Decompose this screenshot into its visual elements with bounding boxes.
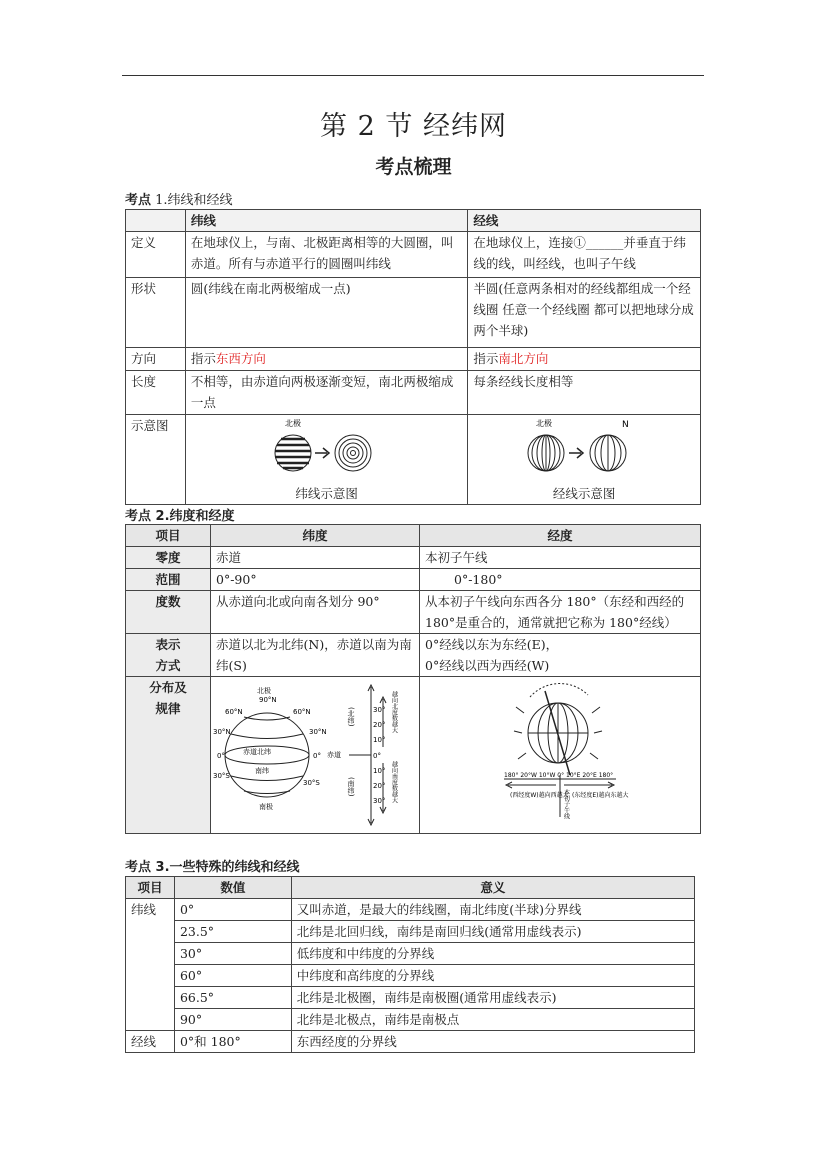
table-row: 零度 赤道 本初子午线 <box>126 547 701 569</box>
latitude-distribution-cell <box>211 677 420 834</box>
svg-text:60°N: 60°N <box>293 708 311 716</box>
col-jingxian: 经线 <box>468 210 701 232</box>
svg-text:0°: 0° <box>217 752 225 760</box>
n-label: N <box>622 420 629 430</box>
table-row: 长度 不相等，由赤道向两极逐渐变短，南北两极缩成一点 每条经线长度相等 <box>126 371 701 415</box>
diagram-caption: 纬线示意图 <box>295 486 358 501</box>
table-row: 66.5° 北纬是北极圈，南纬是南极圈(通常用虚线表示) <box>126 987 695 1009</box>
table-row: 23.5° 北纬是北回归线，南纬是南回归线(通常用虚线表示) <box>126 921 695 943</box>
svg-text:30°: 30° <box>373 797 386 805</box>
table-row: 定义 在地球仪上，与南、北极距离相等的大圆圈，叫赤道。所有与赤道平行的圆圈叫纬线 在地球仪上，连接①______并垂直于纬线的线，叫经线，也叫子午线 <box>126 232 701 278</box>
svg-text:南极: 南极 <box>259 803 273 811</box>
arrow-icon <box>315 448 329 458</box>
svg-text:越向南度数越大: 越向南度数越大 <box>390 761 398 803</box>
table-row: 表示 方式 赤道以北为北纬(N)，赤道以南为南纬(S) 0°经线以东为东经(E)， 0°经线以西为西经(W) <box>126 634 701 677</box>
svg-text:北极: 北极 <box>257 687 271 695</box>
table-row: 范围 0°-90° 0°-180° <box>126 569 701 591</box>
svg-text:0°: 0° <box>373 752 381 760</box>
diagram-caption: 经线示意图 <box>552 486 616 501</box>
longitude-lines-diagram <box>524 415 644 477</box>
latitude-distribution-diagram <box>211 677 419 827</box>
pole-label: 北极 <box>284 419 301 428</box>
table-row: 分布及 规律 北极 90°N 60°N 60°N 30°N 30°N 0° 0° 赤道北纬 南纬 30°S 30°S 南极 赤道 (北纬) (南纬) 越向北度数越大 越向南度数越大 30° 20° 10° 0° 10° 20° 30° 180° 20°W 10°W 0° 10°E 20°E 180° (西经度W)越向西越大 本初子午线 (东经度E)越向东越大 <box>126 677 701 834</box>
top-rule <box>122 75 704 76</box>
table-header-row <box>126 210 701 232</box>
svg-text:越向北度数越大: 越向北度数越大 <box>390 691 398 733</box>
section2-heading: 考点 2.纬度和经度 <box>125 509 235 524</box>
svg-text:南纬: 南纬 <box>255 767 269 775</box>
svg-text:10°: 10° <box>373 767 386 775</box>
latitude-diagram-cell <box>185 415 467 505</box>
svg-text:30°N: 30°N <box>309 728 327 736</box>
svg-text:本初子午线: 本初子午线 <box>562 789 570 819</box>
latitude-lines-diagram <box>267 415 387 477</box>
svg-text:(北纬): (北纬) <box>347 707 355 727</box>
table-row: 示意图 北极 纬线示意图 北极 N 经线示意图 <box>126 415 701 505</box>
table-row: 纬线 0° 又叫赤道，是最大的纬线圈，南北纬度(半球)分界线 <box>126 899 695 921</box>
page-subtitle: 考点梳理 <box>375 156 452 178</box>
svg-text:180° 20°W 10°W 0° 10°E 20°E 18: 180° 20°W 10°W 0° 10°E 20°E 180° <box>504 772 614 779</box>
table-row: 60° 中纬度和高纬度的分界线 <box>126 965 695 987</box>
svg-text:赤道: 赤道 <box>327 751 341 759</box>
table-row: 形状 圆(纬线在南北两极缩成一点) 半圆(任意两条相对的经线都组成一个经线圈 任意一个经线圈 都可以把地球分成两个半球) <box>126 278 701 348</box>
svg-text:20°: 20° <box>373 721 386 729</box>
table-row: 度数 从赤道向北或向南各划分 90° 从本初子午线向东西各分 180°（东经和西经的 180°是重合的，通常就把它称为 180°经线） <box>126 591 701 634</box>
svg-text:30°N: 30°N <box>213 728 231 736</box>
svg-text:(东经度E)越向东越大: (东经度E)越向东越大 <box>572 792 629 799</box>
svg-text:10°: 10° <box>373 736 386 744</box>
table-row: 经线 0°和 180° 东西经度的分界线 <box>126 1031 695 1053</box>
section1-heading: 考点 1.纬线和经线 <box>125 193 233 208</box>
page-title: 第 2 节 经纬网 <box>320 111 507 142</box>
svg-text:60°N: 60°N <box>225 708 243 716</box>
table-header-row: 项目 纬度 经度 <box>126 525 701 547</box>
table-row: 方向 指示东西方向 指示南北方向 <box>126 348 701 371</box>
section3-heading: 考点 3.一些特殊的纬线和经线 <box>125 860 300 875</box>
svg-text:0°: 0° <box>313 752 321 760</box>
svg-text:(南纬): (南纬) <box>347 777 355 797</box>
table-lines <box>125 209 701 505</box>
arrow-icon <box>569 448 583 458</box>
globe-latitude <box>275 435 311 471</box>
svg-text:(西经度W)越向西越大: (西经度W)越向西越大 <box>510 792 569 799</box>
globe-longitude-detail <box>514 684 602 775</box>
globe-longitude-outline <box>590 435 626 471</box>
longitude-distribution-cell <box>420 677 701 834</box>
table-special-lines <box>125 876 695 1053</box>
svg-text:赤道北纬: 赤道北纬 <box>243 748 271 756</box>
concentric-circles-icon <box>335 435 371 471</box>
col-weixian: 纬线 <box>185 210 467 232</box>
svg-text:20°: 20° <box>373 782 386 790</box>
svg-text:30°S: 30°S <box>303 779 320 787</box>
svg-text:90°N: 90°N <box>259 696 277 704</box>
svg-text:30°S: 30°S <box>213 772 230 780</box>
table-row: 30° 低纬度和中纬度的分界线 <box>126 943 695 965</box>
table-latlon <box>125 524 701 834</box>
table-row: 90° 北纬是北极点，南纬是南极点 <box>126 1009 695 1031</box>
longitude-distribution-diagram <box>420 677 700 827</box>
pole-label: 北极 <box>536 419 553 428</box>
table-header-row: 项目 数值 意义 <box>126 877 695 899</box>
svg-text:30°: 30° <box>373 706 386 714</box>
globe-longitude <box>528 435 564 471</box>
longitude-diagram-cell <box>468 415 701 505</box>
